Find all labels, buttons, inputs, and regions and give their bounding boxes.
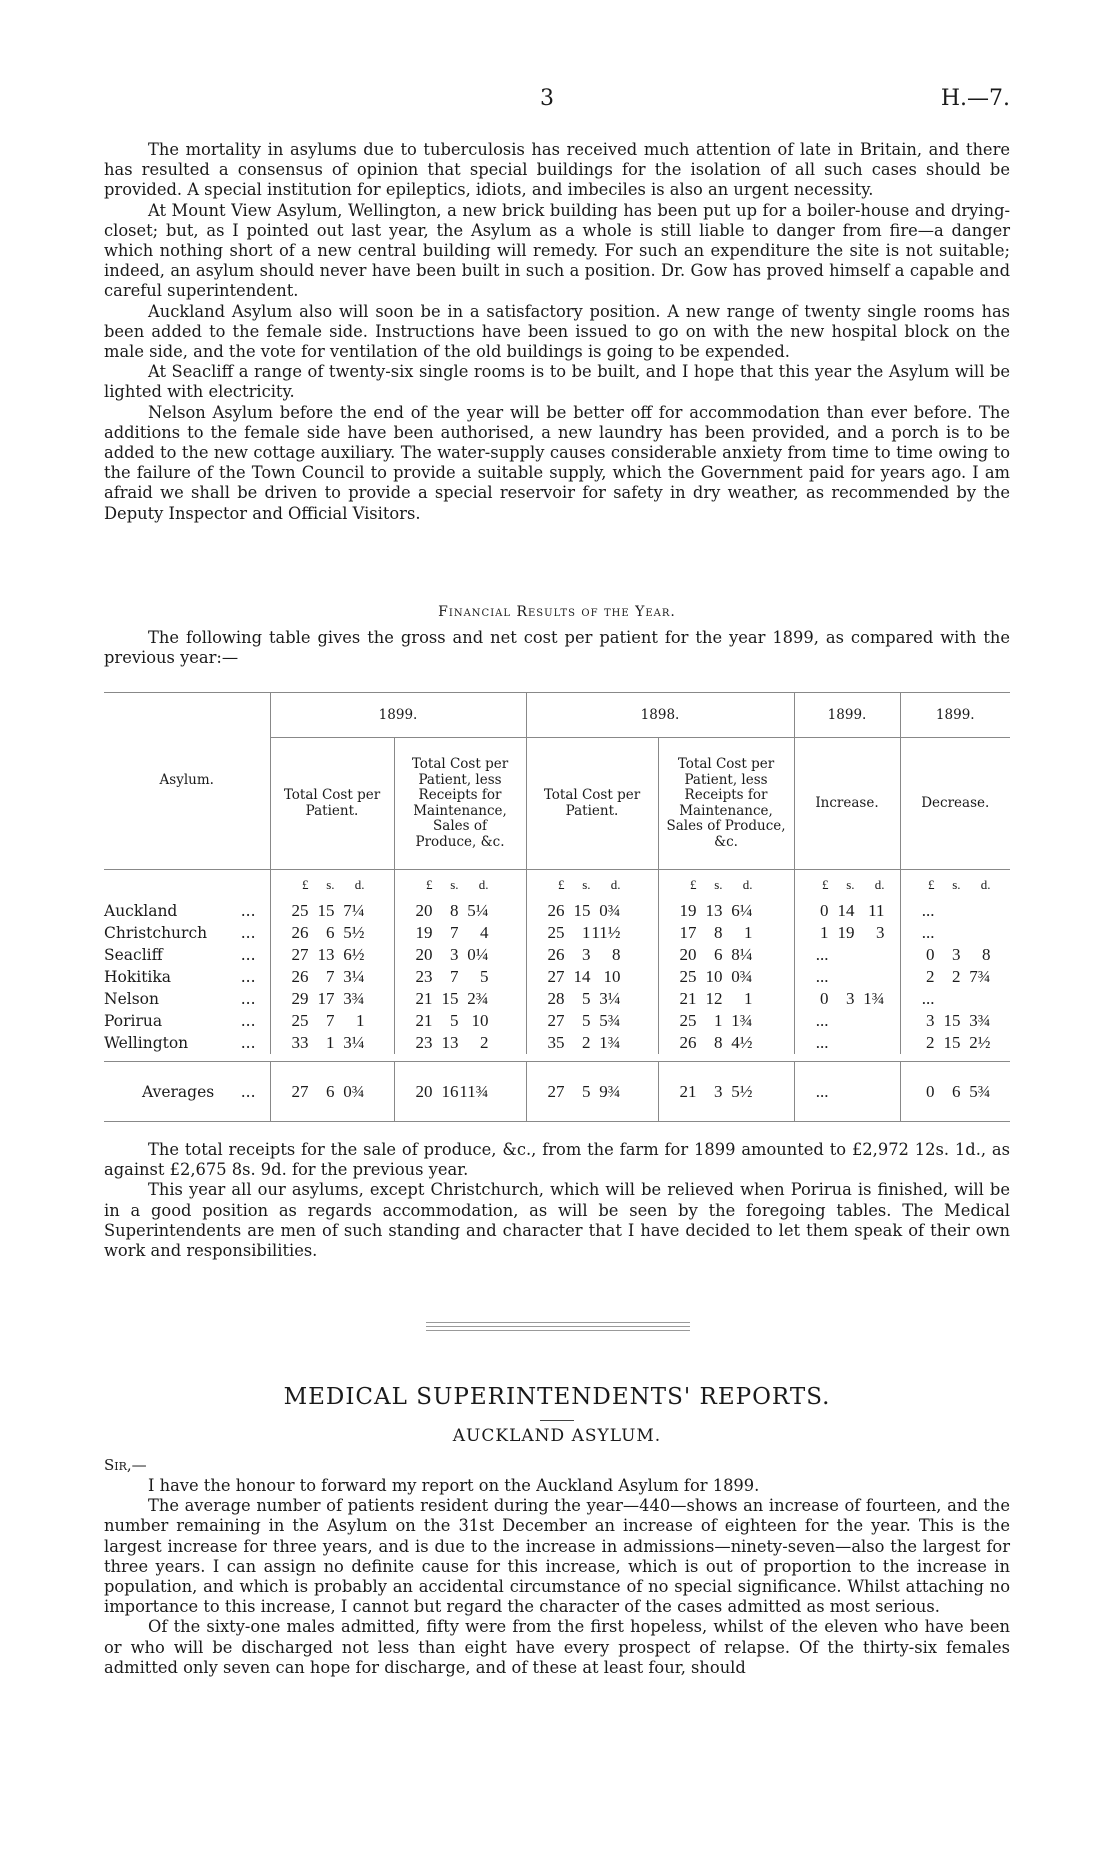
money-cell: 0 14 11 [794, 900, 900, 922]
money-cell: 28 5 3¼ [526, 988, 658, 1010]
reports-heading: MEDICAL SUPERINTENDENTS' REPORTS. [283, 1384, 831, 1410]
money-cell: 3 15 3¾ [900, 1010, 1010, 1032]
money-cell: 26 15 0¾ [526, 900, 658, 922]
money-cell: 17 8 1 [658, 922, 794, 944]
report-body [104, 140, 1010, 524]
after-table-body [104, 1140, 1010, 1261]
money-cell: 27 13 6½ [270, 944, 394, 966]
total-cost-header: Total Cost per Patient. [270, 738, 394, 870]
financial-intro-text: The following table gives the gross and net cost per patient for the year 1899, as compared with the previous year:— [104, 628, 1010, 668]
reports-subheading: AUCKLAND ASYLUM. [452, 1426, 662, 1446]
section-divider [426, 1322, 690, 1323]
year-header-1899-a: 1899. [270, 693, 526, 738]
money-cell: 26 7 3¼ [270, 966, 394, 988]
units-cell: £ s. d. [526, 870, 658, 900]
salutation: Sir,— [104, 1456, 147, 1474]
money-cell: 20 3 0¼ [394, 944, 526, 966]
asylum-name: Averages ... [142, 1082, 256, 1101]
units-cell: £ s. d. [658, 870, 794, 900]
money-cell: 35 2 1¾ [526, 1032, 658, 1054]
year-header-1899-c: 1899. [900, 693, 1010, 738]
asylum-name: Seacliff ... [104, 945, 256, 964]
paragraph-accommodation: This year all our asylums, except Christchurch, which will be relieved when Porirua is finished, will be in a good position as regards accommodation, as will be seen by the foregoing tables. The Medical Superintendents are men of such standing and character that I have decided to let them speak of their own work and responsibilities. [104, 1180, 1010, 1261]
financial-intro [104, 628, 1010, 668]
money-cell: ... [794, 944, 900, 966]
units-cell: £ s. d. [394, 870, 526, 900]
money-cell: 19 7 4 [394, 922, 526, 944]
increase-header: Increase. [794, 738, 900, 870]
paragraph-receipts: The total receipts for the sale of produce, &c., from the farm for 1899 amounted to £2,972 12s. 1d., as against £2,675 8s. 9d. for the previous year. [104, 1140, 1010, 1180]
year-header-row [104, 693, 1010, 738]
data-rows [104, 900, 1010, 1123]
money-cell: 25 1 1¾ [658, 1010, 794, 1032]
money-cell: 0 3 1¾ [794, 988, 900, 1010]
net-cost-header: Total Cost per Patient, less Receipts for Maintenance, Sales of Produce, &c. [658, 738, 794, 870]
money-cell: 23 7 5 [394, 966, 526, 988]
auckland-report-body [104, 1476, 1010, 1678]
money-cell: 27 5 5¾ [526, 1010, 658, 1032]
money-cell: 27 5 9¾ [526, 1062, 658, 1122]
asylum-name: Christchurch ... [104, 923, 256, 942]
paragraph-auckland: Auckland Asylum also will soon be in a satisfactory position. A new range of twenty single rooms has been added to the female side. Instructions have been issued to go on with the new hospital block on the male side, and the vote for ventilation of the old buildings is going to be expended. [104, 301, 1010, 362]
paragraph-mount-view: At Mount View Asylum, Wellington, a new brick building has been put up for a boiler-house and drying-closet; but, as I pointed out last year, the Asylum as a whole is still liable to danger from fire—a danger which nothing short of a new central building will remedy. For such an expenditure the site is not suitable; indeed, an asylum should never have been built in such a position. Dr. Gow has proved himself a capable and careful superintendent. [104, 200, 1010, 301]
money-cell: 25 7 1 [270, 1010, 394, 1032]
asylum-row [104, 922, 1010, 944]
report-paragraph: I have the honour to forward my report on the Auckland Asylum for 1899. [148, 1476, 760, 1495]
units-cell: £ s. d. [794, 870, 900, 900]
averages-row [104, 1062, 1010, 1122]
paragraph-nelson: Nelson Asylum before the end of the year will be better off for accommodation than ever before. The additions to the female side have been authorised, a new laundry has been provided, and a porch is to be added to the new cottage auxiliary. The water-supply causes considerable anxiety from time to time owing to the failure of the Town Council to provide a suitable supply, which the Government paid for years ago. I am afraid we shall be driven to provide a special reservoir for safety in dry weather, as recommended by the Deputy Inspector and Official Visitors. [104, 402, 1010, 523]
asylum-name: Auckland ... [104, 901, 256, 920]
asylum-row [104, 900, 1010, 922]
money-cell: 33 1 3¼ [270, 1032, 394, 1054]
money-cell: 0 6 5¾ [900, 1062, 1010, 1122]
money-cell: 26 6 5½ [270, 922, 394, 944]
money-cell: 27 14 10 [526, 966, 658, 988]
report-paragraph: The average number of patients resident during the year—440—shows an increase of fourteen, and the number remaining in the Asylum on the 31st December an increase of eighteen for the year. This is the largest increase for three years, and is due to the increase in admissions—ninety-seven—also the largest for three years. I can assign no definite cause for this increase, which is out of proportion to the increase in population, and which is probably an accidental circumstance of no special significance. Whilst attaching no importance to this increase, I cannot but regard the character of the cases admitted as most serious. [104, 1496, 1010, 1617]
money-cell: 0 3 8 [900, 944, 1010, 966]
money-cell: ... [794, 1032, 900, 1054]
paragraph-tuberculosis: The mortality in asylums due to tuberculosis has received much attention of late in Britain, and there has resulted a consensus of opinion that special buildings for the isolation of all such cases should be provided. A special institution for epileptics, idiots, and imbeciles is also an urgent necessity. [104, 140, 1010, 200]
asylum-row [104, 1010, 1010, 1032]
asylum-row [104, 944, 1010, 966]
asylum-row [104, 966, 1010, 988]
money-cell: ... [900, 988, 1010, 1010]
table-bottom-rule [104, 1122, 1010, 1123]
money-cell: 2 15 2½ [900, 1032, 1010, 1054]
heading-rule [540, 1420, 574, 1421]
page-number: 3 [540, 86, 554, 111]
money-cell: ... [794, 966, 900, 988]
money-cell: ... [794, 1062, 900, 1122]
money-cell: 21 5 10 [394, 1010, 526, 1032]
section-divider [426, 1326, 690, 1327]
asylum-name: Porirua ... [104, 1011, 256, 1030]
document-reference: H.—7. [940, 86, 1010, 111]
units-cell: £ s. d. [270, 870, 394, 900]
money-cell: 21 3 5½ [658, 1062, 794, 1122]
total-cost-header: Total Cost per Patient. [526, 738, 658, 870]
units-row [104, 870, 1010, 900]
money-cell: 20 1611¾ [394, 1062, 526, 1122]
asylum-name: Hokitika ... [104, 967, 256, 986]
year-header-1898: 1898. [526, 693, 794, 738]
money-cell: 21 12 1 [658, 988, 794, 1010]
money-cell: 26 3 8 [526, 944, 658, 966]
money-cell: 25 15 7¼ [270, 900, 394, 922]
spacer-row [104, 1054, 1010, 1062]
financial-caption: Financial Results of the Year. [438, 604, 676, 620]
money-cell: 19 13 6¼ [658, 900, 794, 922]
asylum-row [104, 1032, 1010, 1054]
money-cell: 2 2 7¾ [900, 966, 1010, 988]
asylum-name: Nelson ... [104, 989, 256, 1008]
money-cell: 23 13 2 [394, 1032, 526, 1054]
money-cell: 26 8 4½ [658, 1032, 794, 1054]
section-divider [426, 1330, 690, 1331]
net-cost-header: Total Cost per Patient, less Receipts for Maintenance, Sales of Produce, &c. [394, 738, 526, 870]
money-cell: 27 6 0¾ [270, 1062, 394, 1122]
paragraph-seacliff: At Seacliff a range of twenty-six single rooms is to be built, and I hope that this year the Asylum will be lighted with electricity. [104, 362, 1010, 402]
money-cell: 20 8 5¼ [394, 900, 526, 922]
money-cell: ... [900, 900, 1010, 922]
money-cell: 25 111½ [526, 922, 658, 944]
money-cell: 1 19 3 [794, 922, 900, 944]
asylum-row [104, 988, 1010, 1010]
money-cell: 29 17 3¾ [270, 988, 394, 1010]
money-cell: 25 10 0¾ [658, 966, 794, 988]
money-cell: 21 15 2¾ [394, 988, 526, 1010]
year-header-1899-b: 1899. [794, 693, 900, 738]
report-paragraph: Of the sixty-one males admitted, fifty were from the first hopeless, whilst of the eleven who have been or who will be discharged not less than eight have every prospect of relapse. Of the thirty-six females admitted only seven can hope for discharge, and of these at least four, should [104, 1617, 1010, 1677]
money-cell: ... [900, 922, 1010, 944]
money-cell: 20 6 8¼ [658, 944, 794, 966]
units-cell: £ s. d. [900, 870, 1010, 900]
asylum-column-header: Asylum. [159, 772, 214, 789]
decrease-header: Decrease. [900, 738, 1010, 870]
money-cell: ... [794, 1010, 900, 1032]
asylum-name: Wellington ... [104, 1033, 256, 1052]
financial-table [104, 692, 1010, 1122]
